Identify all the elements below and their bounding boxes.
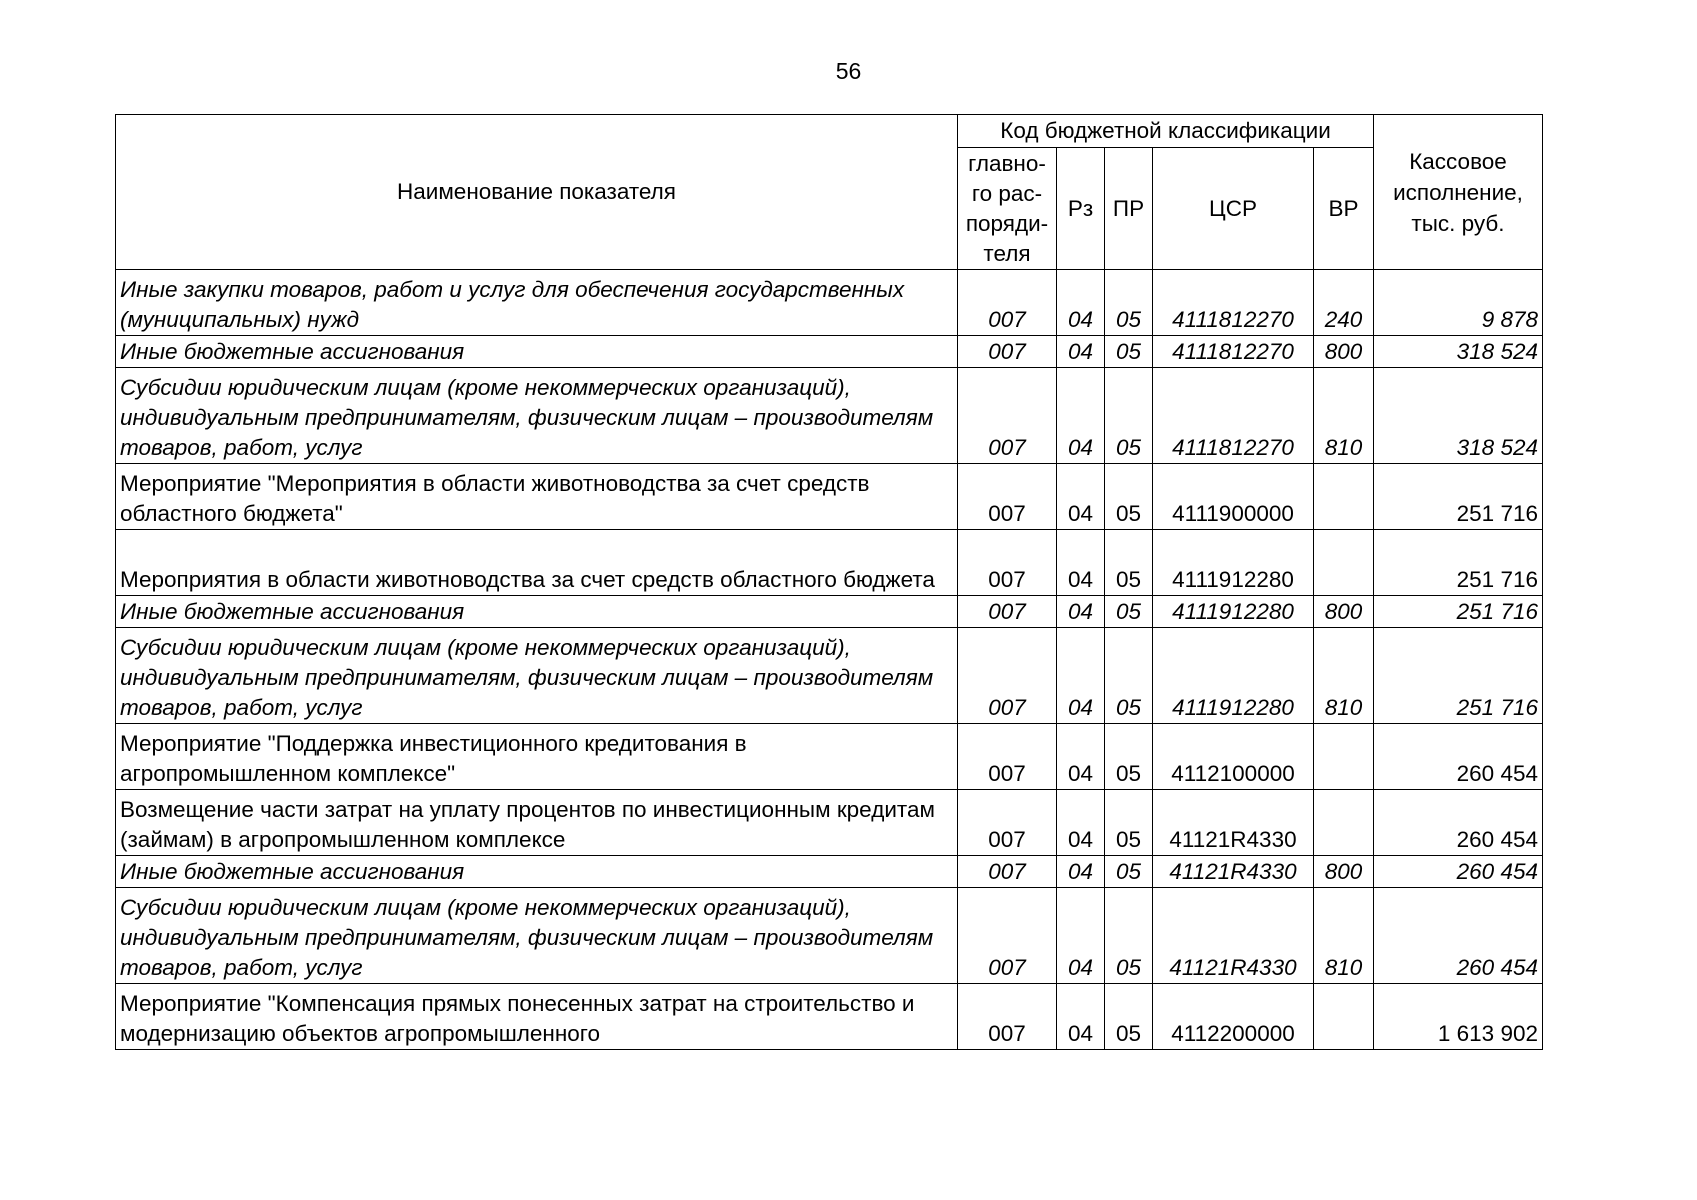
table-row [116, 464, 1543, 530]
row-vr [1314, 464, 1374, 530]
row-vr: 810 [1314, 888, 1374, 984]
row-name: Возмещение части затрат на уплату процентов по инвестиционным кредитам (займам) в агропромышленном комплексе [116, 790, 958, 856]
table-row [116, 856, 1543, 888]
row-rz: 04 [1057, 856, 1105, 888]
row-csr: 4112100000 [1153, 724, 1314, 790]
row-grbs: 007 [958, 270, 1057, 336]
row-vr: 800 [1314, 596, 1374, 628]
row-grbs: 007 [958, 790, 1057, 856]
row-amount: 260 454 [1374, 790, 1543, 856]
table-row [116, 596, 1543, 628]
table-row [116, 790, 1543, 856]
row-rz: 04 [1057, 628, 1105, 724]
row-pr: 05 [1105, 856, 1153, 888]
row-rz: 04 [1057, 464, 1105, 530]
row-name: Субсидии юридическим лицам (кроме некоммерческих организаций), индивидуальным предпринимателям, физическим лицам – производителям товаров, работ, услуг [116, 628, 958, 724]
row-name: Иные бюджетные ассигнования [116, 856, 958, 888]
row-amount: 1 613 902 [1374, 984, 1543, 1050]
row-pr: 05 [1105, 888, 1153, 984]
row-pr: 05 [1105, 336, 1153, 368]
row-csr: 41121R4330 [1153, 856, 1314, 888]
row-name: Иные бюджетные ассигнования [116, 336, 958, 368]
row-amount: 251 716 [1374, 628, 1543, 724]
row-amount: 318 524 [1374, 368, 1543, 464]
row-amount: 251 716 [1374, 464, 1543, 530]
row-grbs: 007 [958, 368, 1057, 464]
row-pr: 05 [1105, 464, 1153, 530]
row-name: Мероприятия в области животноводства за счет средств областного бюджета [116, 530, 958, 596]
row-vr: 800 [1314, 856, 1374, 888]
header-vr: ВР [1314, 148, 1374, 270]
row-rz: 04 [1057, 790, 1105, 856]
budget-execution-table [115, 114, 1543, 1050]
row-vr [1314, 724, 1374, 790]
table-row [116, 336, 1543, 368]
row-vr: 800 [1314, 336, 1374, 368]
row-pr: 05 [1105, 984, 1153, 1050]
header-csr: ЦСР [1153, 148, 1314, 270]
header-name: Наименование показателя [116, 115, 958, 270]
table-row [116, 368, 1543, 464]
row-csr: 4111812270 [1153, 336, 1314, 368]
table-row [116, 530, 1543, 596]
row-rz: 04 [1057, 336, 1105, 368]
row-csr: 4111812270 [1153, 270, 1314, 336]
row-grbs: 007 [958, 530, 1057, 596]
row-vr: 240 [1314, 270, 1374, 336]
row-pr: 05 [1105, 628, 1153, 724]
row-name: Мероприятие "Поддержка инвестиционного кредитования в агропромышленном комплексе" [116, 724, 958, 790]
row-grbs: 007 [958, 888, 1057, 984]
row-grbs: 007 [958, 464, 1057, 530]
row-amount: 260 454 [1374, 888, 1543, 984]
row-pr: 05 [1105, 530, 1153, 596]
row-grbs: 007 [958, 596, 1057, 628]
row-grbs: 007 [958, 336, 1057, 368]
row-pr: 05 [1105, 596, 1153, 628]
row-name: Субсидии юридическим лицам (кроме некоммерческих организаций), индивидуальным предпринимателям, физическим лицам – производителям товаров, работ, услуг [116, 368, 958, 464]
row-grbs: 007 [958, 856, 1057, 888]
page-number: 56 [835, 58, 862, 84]
row-vr: 810 [1314, 368, 1374, 464]
row-rz: 04 [1057, 596, 1105, 628]
row-amount: 260 454 [1374, 856, 1543, 888]
row-name: Субсидии юридическим лицам (кроме некоммерческих организаций), индивидуальным предпринимателям, физическим лицам – производителям товаров, работ, услуг [116, 888, 958, 984]
header-rz: Рз [1057, 148, 1105, 270]
row-name: Мероприятие "Компенсация прямых понесенных затрат на строительство и модернизацию объектов агропромышленного [116, 984, 958, 1050]
row-amount: 318 524 [1374, 336, 1543, 368]
row-name: Иные бюджетные ассигнования [116, 596, 958, 628]
row-grbs: 007 [958, 724, 1057, 790]
row-rz: 04 [1057, 368, 1105, 464]
row-csr: 4111912280 [1153, 530, 1314, 596]
row-pr: 05 [1105, 790, 1153, 856]
header-pr: ПР [1105, 148, 1153, 270]
row-amount: 251 716 [1374, 530, 1543, 596]
table-row [116, 270, 1543, 336]
row-grbs: 007 [958, 628, 1057, 724]
row-rz: 04 [1057, 888, 1105, 984]
row-amount: 260 454 [1374, 724, 1543, 790]
table-row [116, 888, 1543, 984]
row-grbs: 007 [958, 984, 1057, 1050]
table-row [116, 628, 1543, 724]
table-header [116, 115, 1543, 270]
header-main-manager: главно-го рас-поряди-теля [958, 148, 1057, 270]
row-vr [1314, 530, 1374, 596]
row-csr: 4111912280 [1153, 596, 1314, 628]
row-pr: 05 [1105, 270, 1153, 336]
row-vr [1314, 790, 1374, 856]
row-name: Мероприятие "Мероприятия в области животноводства за счет средств областного бюджета" [116, 464, 958, 530]
row-pr: 05 [1105, 368, 1153, 464]
row-name: Иные закупки товаров, работ и услуг для обеспечения государственных (муниципальных) нужд [116, 270, 958, 336]
table-row [116, 984, 1543, 1050]
row-csr: 41121R4330 [1153, 790, 1314, 856]
row-csr: 4111912280 [1153, 628, 1314, 724]
table-row [116, 724, 1543, 790]
row-csr: 41121R4330 [1153, 888, 1314, 984]
row-rz: 04 [1057, 270, 1105, 336]
row-rz: 04 [1057, 530, 1105, 596]
row-amount: 251 716 [1374, 596, 1543, 628]
table-body [116, 270, 1543, 1050]
row-csr: 4111900000 [1153, 464, 1314, 530]
row-vr: 810 [1314, 628, 1374, 724]
row-vr [1314, 984, 1374, 1050]
row-csr: 4111812270 [1153, 368, 1314, 464]
row-rz: 04 [1057, 984, 1105, 1050]
header-amount: Кассовое исполнение, тыс. руб. [1374, 115, 1543, 270]
row-pr: 05 [1105, 724, 1153, 790]
row-amount: 9 878 [1374, 270, 1543, 336]
row-csr: 4112200000 [1153, 984, 1314, 1050]
header-classification: Код бюджетной классификации [958, 115, 1374, 148]
row-rz: 04 [1057, 724, 1105, 790]
